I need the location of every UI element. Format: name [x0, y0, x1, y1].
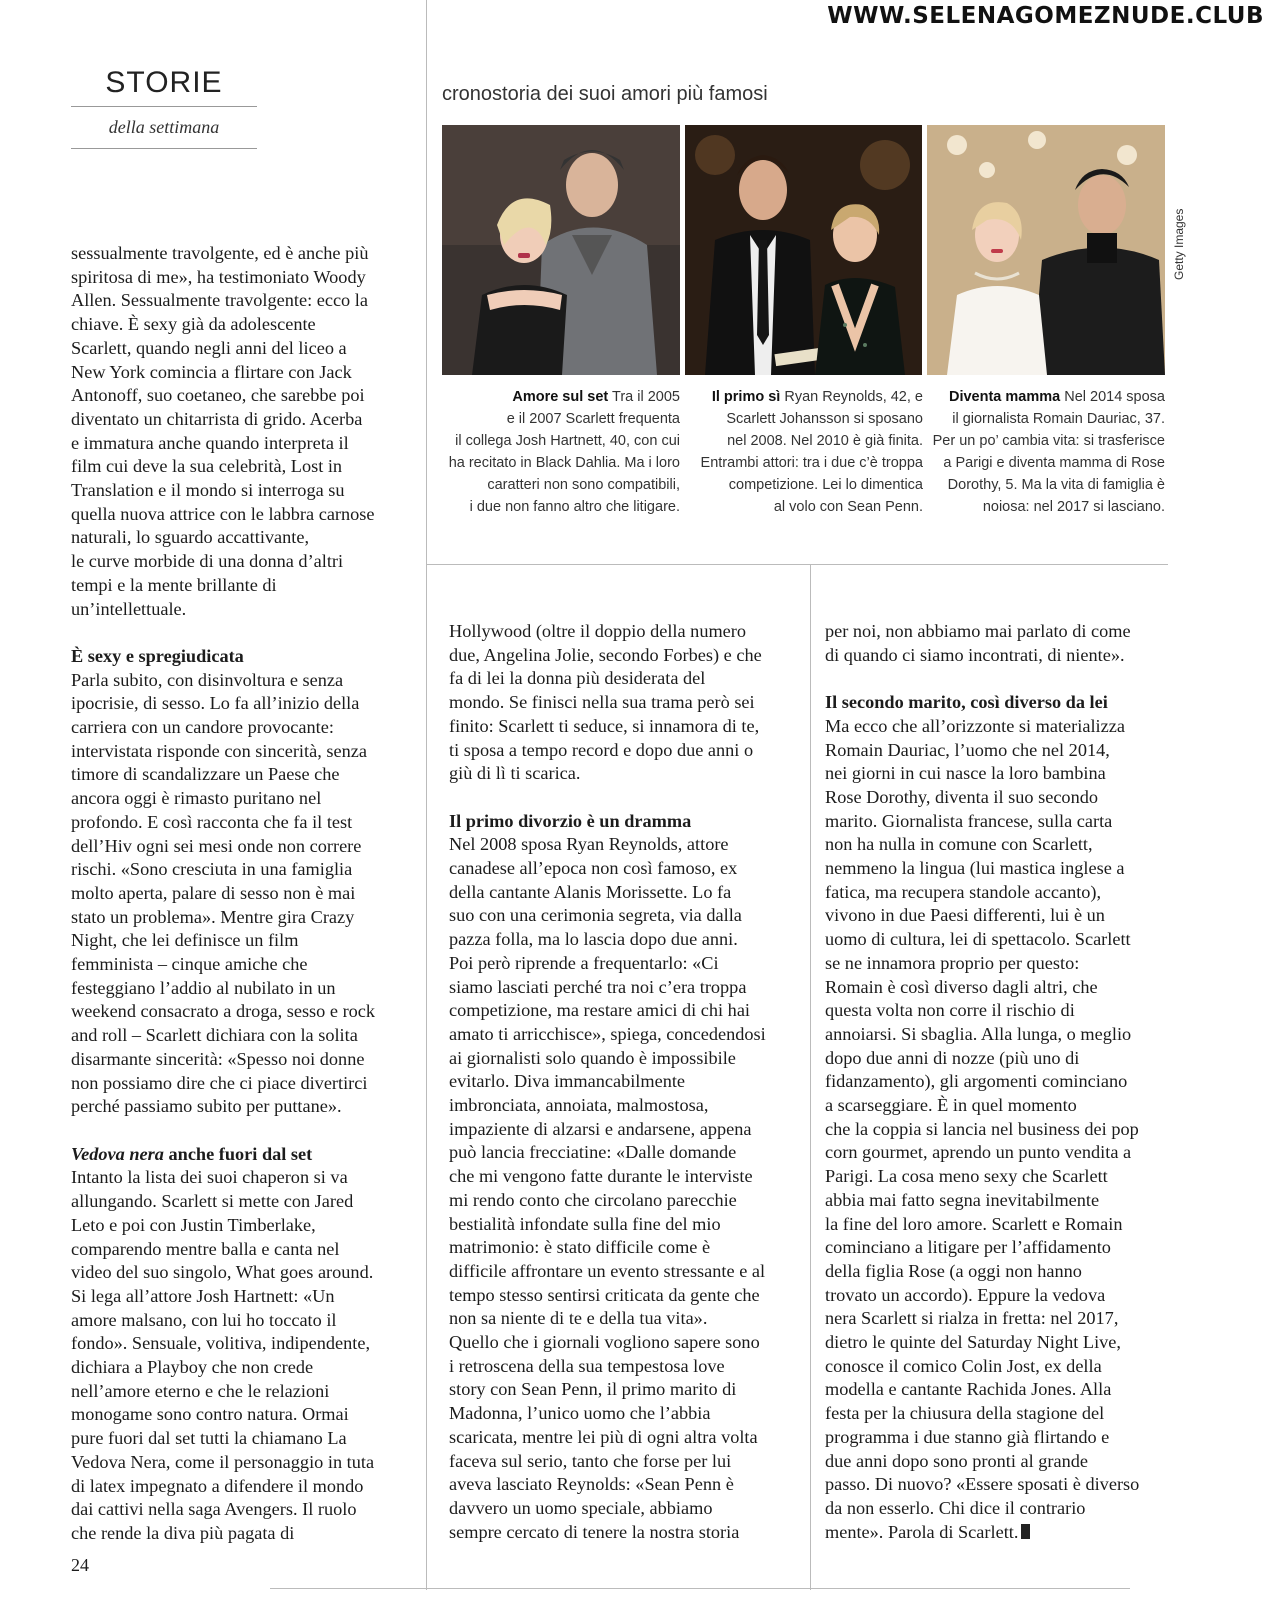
text-line: profondo. E così racconta che fa il test — [71, 811, 353, 832]
caption-line: Per un po’ cambia vita: si trasferisce — [932, 433, 1165, 449]
text-line: Romain è così diverso dagli altri, che — [825, 976, 1098, 997]
text-line: perché passiamo subito per puttane». — [71, 1096, 342, 1117]
caption-line: Tra il 2005 — [612, 389, 680, 405]
text-line: Antonoff, suo coetaneo, che sarebbe poi — [71, 385, 365, 406]
text-line: vivono in due Paesi differenti, lui è un — [825, 905, 1105, 926]
text-line: Leto e poi con Justin Timberlake, — [71, 1214, 316, 1235]
photo-ryan-reynolds — [685, 125, 922, 375]
text-line: molto aperta, palare di sesso non è mai — [71, 882, 356, 903]
photo-josh-hartnett — [442, 125, 680, 375]
text-line: davvero un uomo speciale, abbiamo — [449, 1498, 713, 1518]
chrono-bottom-rule — [426, 564, 1168, 565]
text-line: dichiara a Playboy che non crede — [71, 1357, 314, 1378]
text-line: ipocrisie, di sesso. Lo fa all’inizio della — [71, 693, 360, 714]
text-line: e immatura anche quando interpreta il — [71, 432, 349, 453]
text-line: rischi. «Sono cresciuta in una famiglia — [71, 859, 353, 880]
text-line: diventato un chitarrista di grido. Acerba — [71, 408, 363, 429]
text-line: questa volta non corre il rischio di — [825, 1000, 1075, 1021]
text-line: bestialità infondate sulla fine del mio — [449, 1213, 721, 1234]
text-line: non sa niente di te e della tua vita». — [449, 1308, 708, 1329]
text-line: conosce il comico Colin Jost, ex della — [825, 1355, 1102, 1376]
vertical-divider-left — [426, 0, 427, 1590]
caption-line: Nel 2014 sposa — [1064, 389, 1165, 405]
text-line: marito. Giornalista francese, sulla carta — [825, 810, 1113, 831]
text-line: di quando ci siamo incontrati, di niente». — [825, 644, 1125, 665]
text-line: canadese all’epoca non così famoso, ex — [449, 858, 738, 879]
footer-rule — [270, 1588, 1130, 1589]
text-line: mente». Parola di Scarlett. — [825, 1521, 1175, 1545]
text-line: i retroscena della sua tempestosa love — [449, 1355, 725, 1376]
photo-romain-dauriac — [927, 125, 1165, 375]
text-line: da non esserlo. Chi dice il contrario — [825, 1498, 1086, 1518]
caption-line: il collega Josh Hartnett, 40, con cui — [455, 433, 680, 449]
text-line: ai giornalisti solo quando è impossibile — [449, 1047, 736, 1068]
text-line: annoiarsi. Si sbaglia. Alla lunga, o meglio — [825, 1023, 1132, 1044]
paragraph — [825, 620, 1175, 667]
text-line: due, Angelina Jolie, secondo Forbes) e che — [449, 644, 762, 665]
text-line: sempre cercato di tenere la nostra storia — [449, 1521, 740, 1542]
text-line: per noi, non abbiamo mai parlato di come — [825, 621, 1131, 641]
paragraph — [71, 242, 411, 621]
text-line: Scarlett, quando negli anni del liceo a — [71, 337, 347, 358]
text-line: Intanto la lista dei suoi chaperon si va — [71, 1167, 348, 1188]
caption-line: caratteri non sono compatibili, — [487, 477, 680, 493]
text-line: allungando. Scarlett si mette con Jared — [71, 1191, 354, 1212]
masthead — [71, 66, 257, 149]
text-line: chiave. È sexy già da adolescente — [71, 314, 316, 335]
text-line: monogame sono contro natura. Ormai — [71, 1404, 349, 1425]
text-line: Parigi. La cosa meno sexy che Scarlett — [825, 1166, 1108, 1187]
text-line: nemmeno la lingua (lui mastica inglese a — [825, 858, 1125, 879]
text-line: della figlia Rose (a oggi non hanno — [825, 1260, 1082, 1281]
text-line: corn gourmet, aprendo un punto vendita a — [825, 1142, 1132, 1163]
text-line: difficile affrontare un evento stressante e al — [449, 1260, 766, 1281]
text-line: può lancia frecciatine: «Dalle domande — [449, 1142, 737, 1163]
text-line: amato ti arricchisce», spiega, concedendosi — [449, 1023, 766, 1044]
text-line: modella e cantante Rachida Jones. Alla — [825, 1379, 1112, 1400]
text-line: Hollywood (oltre il doppio della numero — [449, 621, 747, 641]
text-line: di latex impegnato a difendere il mondo — [71, 1475, 364, 1496]
text-line: imbronciata, annoiata, malmostosa, — [449, 1095, 709, 1116]
text-line: Quello che i giornali vogliono sapere sono — [449, 1332, 760, 1353]
text-line: Si lega all’attore Josh Hartnett: «Un — [71, 1285, 335, 1306]
paragraph — [449, 620, 799, 786]
text-line: passo. Di nuovo? «Essere sposati è diverso — [825, 1474, 1140, 1495]
text-line: matrimonio: è stato difficile come è — [449, 1237, 711, 1258]
text-line: Poi però riprende a frequentarlo: «Ci — [449, 952, 719, 973]
caption-diventa-mamma — [927, 386, 1165, 518]
text-line: non ha nulla in comune con Scarlett, — [825, 834, 1093, 855]
text-line: tempi e la mente brillante di — [71, 574, 277, 595]
section-subtitle: della settimana — [71, 107, 257, 149]
text-line: Ma ecco che all’orizzonte si materializza — [825, 715, 1125, 736]
text-line: siamo lasciati perché tra noi c’era troppa — [449, 976, 747, 997]
text-line: che mi vengono fatte durante le interviste — [449, 1166, 753, 1187]
text-line: Romain Dauriac, l’uomo che nel 2014, — [825, 739, 1110, 760]
text-line: naturali, lo sguardo accattivante, — [71, 527, 310, 548]
text-line: pure fuori dal set tutti la chiamano La — [71, 1428, 347, 1449]
caption-line: al volo con Sean Penn. — [773, 499, 923, 515]
text-line: fidanzamento), gli argomenti cominciano — [825, 1071, 1128, 1092]
text-line: uomo di cultura, lei di spettacolo. Scarlett — [825, 929, 1131, 950]
text-line: se ne innamora proprio per questo: — [825, 952, 1080, 973]
article-column-1 — [71, 242, 411, 1546]
text-line: disarmante sincerità: «Spesso noi donne — [71, 1048, 365, 1069]
text-line: festa per la chiusura della stagione del — [825, 1403, 1105, 1424]
text-line: Nel 2008 sposa Ryan Reynolds, attore — [449, 834, 729, 855]
caption-line: noiosa: nel 2017 si lasciano. — [982, 499, 1165, 515]
caption-line: Scarlett Johansson si sposano — [726, 411, 923, 427]
caption-line: Dorothy, 5. Ma la vita di famiglia è — [947, 477, 1165, 493]
paragraph — [449, 833, 799, 1544]
caption-line: i due non fanno altro che litigare. — [469, 499, 680, 515]
text-line: le curve morbide di una donna d’altri — [71, 551, 344, 572]
text-line: abbia mai fatto segna inevitabilmente — [825, 1189, 1100, 1210]
text-line: mondo. Se finisci nella sua trama però sei — [449, 692, 755, 713]
paragraph — [71, 669, 411, 1119]
text-line: suo con una cerimonia segreta, via dalla — [449, 905, 742, 926]
caption-label: Amore sul set — [512, 389, 609, 405]
text-line: programma i due stanno già flirtando e — [825, 1426, 1110, 1447]
text-line: New York comincia a flirtare con Jack — [71, 361, 352, 382]
text-line: un’intellettuale. — [71, 598, 187, 619]
caption-line: e il 2007 Scarlett frequenta — [506, 411, 680, 427]
caption-line: nel 2008. Nel 2010 è già finita. — [727, 433, 923, 449]
text-line: Translation e il mondo si interroga su — [71, 480, 345, 501]
text-line: competizione, ma restare amici di chi hai — [449, 1000, 751, 1021]
text-line: video del suo singolo, What goes around. — [71, 1262, 374, 1283]
text-line: che la coppia si lancia nel business dei pop — [825, 1118, 1139, 1139]
subheading-rest: anche fuori dal set — [163, 1143, 313, 1164]
text-line: amore malsano, con lui ho toccato il — [71, 1309, 337, 1330]
text-line: a scarseggiare. È in quel momento — [825, 1095, 1077, 1116]
text-line: dopo due anni di nozze (più uno di — [825, 1047, 1080, 1068]
text-line: scaricata, mentre lei più di ogni altra volta — [449, 1426, 758, 1447]
watermark: WWW.SELENAGOMEZNUDE.CLUB — [827, 3, 1264, 29]
text-line: Rose Dorothy, diventa il suo secondo — [825, 786, 1098, 807]
text-line: cominciano a litigare per l’affidamento — [825, 1237, 1111, 1258]
caption-label: Diventa mamma — [948, 389, 1061, 405]
text-line: la fine del loro amore. Scarlett e Romain — [825, 1213, 1123, 1234]
text-line: trovato un accordo). Eppure la vedova — [825, 1284, 1106, 1305]
text-line: tempo stesso sentirsi criticata da gente che — [449, 1284, 760, 1305]
text-line: Vedova Nera, come il personaggio in tuta — [71, 1451, 375, 1472]
subheading: Il secondo marito, così diverso da lei — [825, 692, 1108, 713]
text-line: fondo». Sensuale, volitiva, indipendente, — [71, 1333, 371, 1354]
paragraph — [825, 715, 1175, 1545]
text-line: festeggiano l’addio al nubilato in un — [71, 977, 336, 998]
page-number: 24 — [71, 1555, 89, 1575]
text-line: ti sposa a tempo record e dopo due anni o — [449, 739, 754, 760]
subheading — [71, 1143, 411, 1167]
caption-line: a Parigi e diventa mamma di Rose — [943, 455, 1165, 471]
caption-line: competizione. Lei lo dimentica — [728, 477, 923, 493]
text-line: pazza folla, ma lo lascia dopo due anni. — [449, 929, 738, 950]
text-line: stato un problema». Mentre gira Crazy — [71, 906, 355, 927]
vertical-divider-right — [810, 565, 811, 1590]
text-line: fatica, ma recupera standole accanto), — [825, 881, 1102, 902]
caption-line: Entrambi attori: tra i due c’è troppa — [700, 455, 923, 471]
text-line: finito: Scarlett ti seduce, si innamora di te, — [449, 715, 760, 736]
article-column-3 — [825, 620, 1175, 1544]
caption-line: ha recitato in Black Dahlia. Ma i loro — [448, 455, 680, 471]
text-line: femminista – cinque amiche che — [71, 954, 308, 975]
text-line: dai cattivi nella saga Avengers. Il ruolo — [71, 1499, 357, 1520]
caption-label: Il primo sì — [711, 389, 781, 405]
text-line: giù di lì ti scarica. — [449, 763, 581, 784]
photo-credit: Getty Images — [1172, 208, 1186, 280]
caption-amore-sul-set — [442, 386, 680, 518]
text-line: non possiamo dire che ci piace divertirci — [71, 1072, 368, 1093]
text-line: spiritosa di me», ha testimoniato Woody — [71, 266, 366, 287]
text-line: comparendo mentre balla e canta nel — [71, 1238, 340, 1259]
text-line: carriera con un candore provocante: — [71, 717, 334, 738]
text-line: story con Sean Penn, il primo marito di — [449, 1379, 737, 1400]
subheading-italic: Vedova nera — [71, 1143, 164, 1164]
caption-line: il giornalista Romain Dauriac, 37. — [952, 411, 1165, 427]
text-line: and roll – Scarlett dichiara con la solita — [71, 1025, 358, 1046]
text-line: film cui deve la sua celebrità, Lost in — [71, 456, 343, 477]
chronology-title: cronostoria dei suoi amori più famosi — [442, 83, 768, 105]
text-line: intervistata risponde con sincerità, senza — [71, 740, 367, 761]
paragraph — [71, 1166, 411, 1545]
subheading: Il primo divorzio è un dramma — [449, 810, 692, 831]
text-line: nera Scarlett si rialza in fretta: nel 2017, — [825, 1308, 1119, 1329]
subheading: È sexy e spregiudicata — [71, 645, 244, 666]
caption-il-primo-si — [685, 386, 923, 518]
text-line: quella nuova attrice con le labbra carnose — [71, 503, 375, 524]
text-line: timore di scandalizzare un Paese che — [71, 764, 340, 785]
text-line: Madonna, l’unico uomo che l’abbia — [449, 1403, 711, 1424]
text-line: dell’Hiv ogni sei mesi onde non correre — [71, 835, 362, 856]
text-line: Night, che lei definisce un film — [71, 930, 299, 951]
end-mark — [1021, 1524, 1030, 1539]
section-title: STORIE — [71, 66, 257, 107]
text-line: mi rendo conto che circolano parecchie — [449, 1189, 737, 1210]
text-line: evitarlo. Diva immancabilmente — [449, 1071, 686, 1092]
caption-line: Ryan Reynolds, 42, e — [784, 389, 923, 405]
text-line: faceva sul serio, tanto che forse per lui — [449, 1450, 732, 1471]
text-line: dietro le quinte del Saturday Night Live, — [825, 1332, 1121, 1353]
text-line: che rende la diva più pagata di — [71, 1522, 295, 1543]
text-line: aveva lasciato Reynolds: «Sean Penn è — [449, 1474, 734, 1495]
text-line: ancora oggi è rimasto puritano nel — [71, 788, 322, 809]
text-line: weekend consacrato a droga, sesso e rock — [71, 1001, 376, 1022]
text-line: fa di lei la donna più desiderata del — [449, 668, 706, 689]
text-line: Parla subito, con disinvoltura e senza — [71, 669, 344, 690]
text-line: due anni dopo sono pronti al grande — [825, 1450, 1088, 1471]
text-line: della cantante Alanis Morissette. Lo fa — [449, 881, 732, 902]
text-line: nei giorni in cui nasce la loro bambina — [825, 763, 1106, 784]
text-line: nell’amore eterno e che le relazioni — [71, 1380, 330, 1401]
text-line: sessualmente travolgente, ed è anche più — [71, 243, 369, 263]
article-column-2 — [449, 620, 799, 1544]
text-line: Allen. Sessualmente travolgente: ecco la — [71, 290, 368, 311]
text-line: impaziente di alzarsi e andarsene, appena — [449, 1118, 752, 1139]
